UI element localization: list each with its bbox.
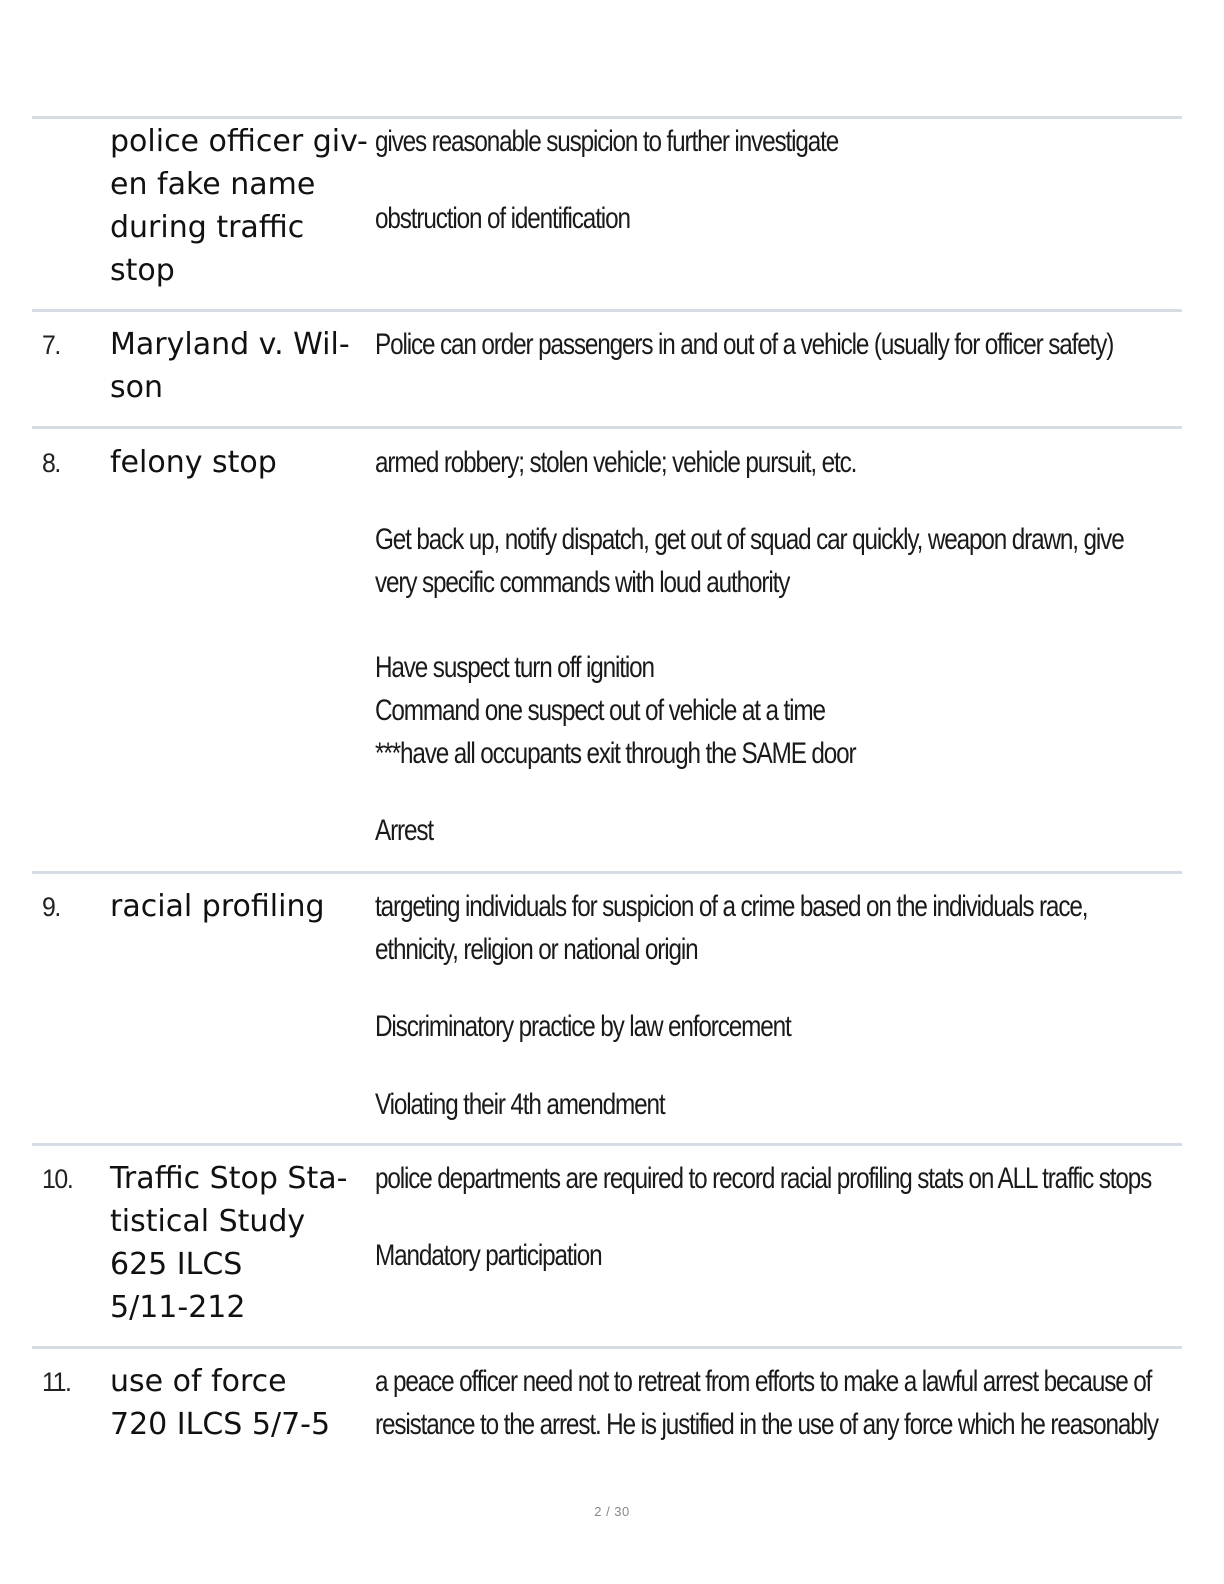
definition-line: Mandatory participation (375, 1239, 602, 1272)
term-line: en fake name (110, 167, 316, 202)
row-divider (32, 871, 1182, 874)
entry-number: 8. (42, 448, 60, 478)
term-line: tistical Study (110, 1204, 306, 1239)
term-line: use of force (110, 1364, 287, 1399)
page-indicator: 2 / 30 (594, 1504, 630, 1519)
term-line: 720 ILCS 5/7-5 (110, 1407, 331, 1442)
definition-line: targeting individuals for suspicion of a crime based on the individuals race, (375, 890, 1088, 923)
definition-line: resistance to the arrest. He is justified in the use of any force which he reasonably (375, 1408, 1158, 1441)
definition-line: Command one suspect out of vehicle at a time (375, 694, 825, 727)
entry-number: 11. (42, 1367, 71, 1397)
entry-number: 10. (42, 1164, 73, 1194)
row-divider (32, 1143, 1182, 1146)
term-line: felony stop (110, 445, 277, 480)
definition-line: Violating their 4th amendment (375, 1088, 665, 1121)
definition-line: police departments are required to record racial profiling stats on ALL traffic stops (375, 1162, 1152, 1195)
term-line: racial profiling (110, 889, 325, 924)
term (110, 1157, 368, 1329)
definition-line: ethnicity, religion or national origin (375, 933, 698, 966)
term-line: police officer giv- (110, 124, 368, 159)
row-divider (32, 426, 1182, 429)
definition-line: Police can order passengers in and out of a vehicle (usually for officer safety) (375, 328, 1114, 361)
term-line: during traffic (110, 210, 305, 245)
term (110, 120, 368, 292)
definition-line: a peace officer need not to retreat from efforts to make a lawful arrest because of (375, 1365, 1152, 1398)
entry-number: 7. (42, 330, 60, 360)
entry-number: 9. (42, 892, 60, 922)
definition-line: ***have all occupants exit through the SAME door (375, 737, 856, 770)
definition-line: obstruction of identification (375, 202, 630, 235)
term-line: 625 ILCS (110, 1247, 243, 1282)
row-divider (32, 309, 1182, 312)
definition-line: very specific commands with loud authority (375, 566, 790, 599)
term-line: Traffic Stop Sta- (110, 1161, 348, 1196)
term-line: Maryland v. Wil- (110, 327, 350, 362)
term (110, 1360, 368, 1446)
term-line: stop (110, 253, 175, 288)
definition-line: Discriminatory practice by law enforcement (375, 1010, 791, 1043)
term (110, 885, 368, 928)
definition-line: gives reasonable suspicion to further investigate (375, 125, 839, 158)
term (110, 441, 368, 484)
term-line: 5/11-212 (110, 1290, 246, 1325)
term-line: son (110, 370, 163, 405)
definition-line: armed robbery; stolen vehicle; vehicle pursuit, etc. (375, 446, 857, 479)
definition-line: Have suspect turn off ignition (375, 651, 654, 684)
term (110, 323, 368, 409)
definition-line: Arrest (375, 814, 434, 847)
row-divider (32, 1346, 1182, 1349)
definition-line: Get back up, notify dispatch, get out of squad car quickly, weapon drawn, give (375, 523, 1124, 556)
row-divider (32, 116, 1182, 119)
